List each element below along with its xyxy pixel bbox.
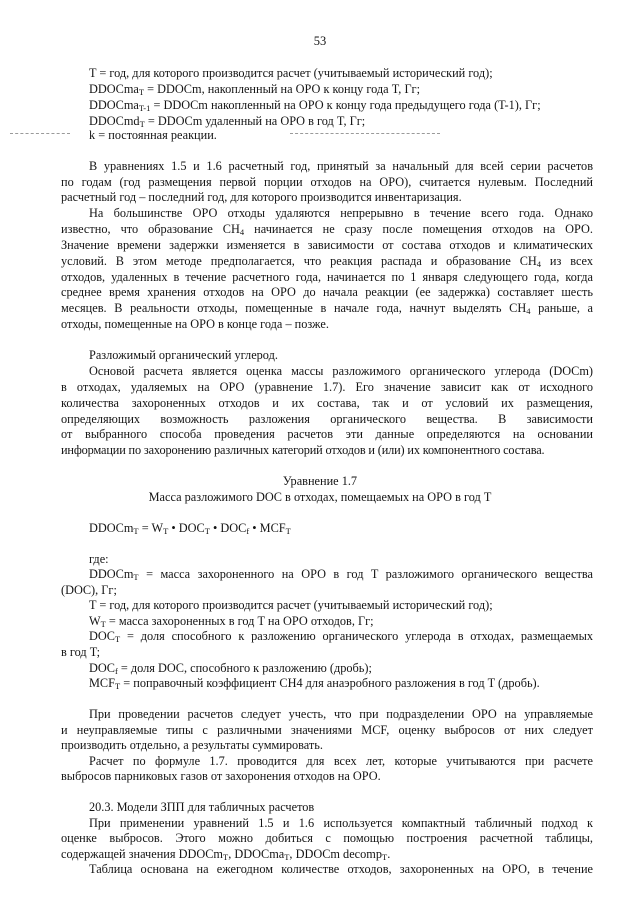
- paragraph-5-line-2: выбросов парниковых газов от захоронения отходов на ОРО.: [61, 769, 381, 783]
- def-ddocm-t-cont: (DOC), Гг;: [61, 583, 117, 597]
- paragraph-6-line-4: Таблица основана на ежегодном количестве отходов, захороненных на ОРО, в течение: [89, 862, 593, 876]
- def-year: T = год, для которого производится расчет (учитываемый исторический год);: [89, 66, 493, 80]
- paragraph-3-line-5: от выбранного способа проведения расчетов эти данные определяются на основании: [61, 427, 593, 441]
- paragraph-2-line-2: известно, что образование $CH_4$ начинается не сразу после помещения отходов на ОРО.: [61, 222, 593, 237]
- paragraph-3-line-4: определяющих возможность разложения органического вещества. В зависимости: [61, 412, 593, 426]
- def-ddocm-t: DDOCm$_T$ = масса захороненного на ОРО в год T разложимого органического вещества: [89, 567, 593, 582]
- paragraph-5-line-1: Расчет по формуле 1.7. проводится для всех лет, которые учитываются при расчете: [89, 754, 593, 768]
- paragraph-2-line-3: Значение времени задержки изменяется в зависимости от состава отходов и климатических: [61, 238, 593, 252]
- page-number: 53: [313, 34, 327, 48]
- equation-caption: Масса разложимого DOC в отходах, помещаемых на ОРО в год T: [148, 490, 492, 504]
- paragraph-1-line-2: по годам (год размещения первой порции отходов на ОРО), считается нулевым. Последний: [61, 175, 593, 189]
- def-doc-f: $DOC_f$ = доля DOC, способного к разложению (дробь);: [89, 661, 372, 676]
- paragraph-2-line-5: отходов, удаленных в течение расчетного года, начинается по 1 января следующего года, когда: [61, 270, 593, 284]
- def-ddocma: DDOCma$_T$ = DDOCm, накопленный на ОРО к концу года T, Гг;: [89, 82, 421, 97]
- paragraph-3-line-2: в отходах, удаляемых на ОРО (уравнение 1.7). Его значение зависит как от исходного: [61, 380, 593, 394]
- paragraph-3-line-6: информации по захоронению различных категорий отходов и (или) их компонентного состава.: [61, 443, 545, 457]
- scan-dash-left: [10, 133, 70, 135]
- paragraph-2-line-8: отходы, помещенные на ОРО в конце года – позже.: [61, 317, 329, 331]
- section-heading-doc: Разложимый органический углерод.: [89, 348, 278, 362]
- def-k: k = постоянная реакции.: [89, 128, 217, 142]
- where-label: где:: [89, 552, 109, 566]
- paragraph-6-line-3: содержащей значения DDOCm$_T$, DDOCma$_T$, DDOCm decomp$_T$.: [61, 847, 391, 862]
- def-w-t: $W_T$ = масса захороненных в год T на ОРО отходов, Гг;: [89, 614, 374, 629]
- section-heading-models: 20.3. Модели ЗПП для табличных расчетов: [89, 800, 315, 814]
- paragraph-3-line-1: Основой расчета является оценка массы разложимого органического углерода (DOCm): [89, 364, 593, 378]
- equation-formula: DDOCm$_T$ = $W_T$ • $DOC_T$ • $DOC_f$ • $MCF_T$: [89, 521, 291, 536]
- paragraph-4-line-1: При проведении расчетов следует учесть, что при подразделении ОРО на управляемые: [89, 707, 593, 721]
- paragraph-2-line-6: среднее время хранения отходов на ОРО до начала реакции (ее задержка) составляет шесть: [61, 285, 593, 299]
- def-year-2: T = год, для которого производится расчет (учитываемый исторический год);: [89, 598, 493, 612]
- paragraph-2-line-4: условий. В этом методе предполагается, что реакция распада и образование $CH_4$ из всех: [61, 254, 593, 269]
- def-mcf-t: $MCF_T$ = поправочный коэффициент CH4 для анаэробного разложения в год T (дробь).: [89, 676, 540, 691]
- paragraph-3-line-3: количества захороненных отходов и их состава, так и от условий их размещения,: [61, 396, 593, 410]
- paragraph-2-line-1: На большинстве ОРО отходы удаляются непрерывно в течение всего года. Однако: [89, 206, 593, 220]
- paragraph-1-line-1: В уравнениях 1.5 и 1.6 расчетный год, принятый за начальный для всей серии расчетов: [89, 159, 593, 173]
- def-ddocmd: DDOCmd$_T$ = DDOCm удаленный на ОРО в год T, Гг;: [89, 114, 366, 129]
- paragraph-4-line-2: и неуправляемые типы с различными значениями MCF, оценку выбросов от них следует: [61, 723, 593, 737]
- paragraph-4-line-3: производить отдельно, а результаты суммировать.: [61, 738, 323, 752]
- paragraph-6-line-1: При применении уравнений 1.5 и 1.6 используется компактный табличный подход к: [89, 816, 593, 830]
- paragraph-6-line-2: оценке выбросов. Этого можно добиться с помощью построения расчетной таблицы,: [61, 831, 593, 845]
- def-ddocma-prev: DDOCma$_{T-1}$ = DDOCm накопленный на ОРО к концу года предыдущего года (T-1), Гг;: [89, 98, 541, 113]
- paragraph-2-line-7: месяцев. В реальности отходы, помещенные в начале года, начнут выделять $CH_4$ раньше, а: [61, 301, 593, 316]
- def-doc-t: $DOC_T$ = доля способного к разложению органического углерода в отходах, размещаемых: [89, 629, 593, 644]
- scan-dash-right: [290, 133, 440, 135]
- equation-label: Уравнение 1.7: [282, 474, 358, 488]
- paragraph-1-line-3: расчетный год – последний год, для которого производится инвентаризация.: [61, 190, 462, 204]
- def-doc-t-cont: в год T;: [61, 645, 100, 659]
